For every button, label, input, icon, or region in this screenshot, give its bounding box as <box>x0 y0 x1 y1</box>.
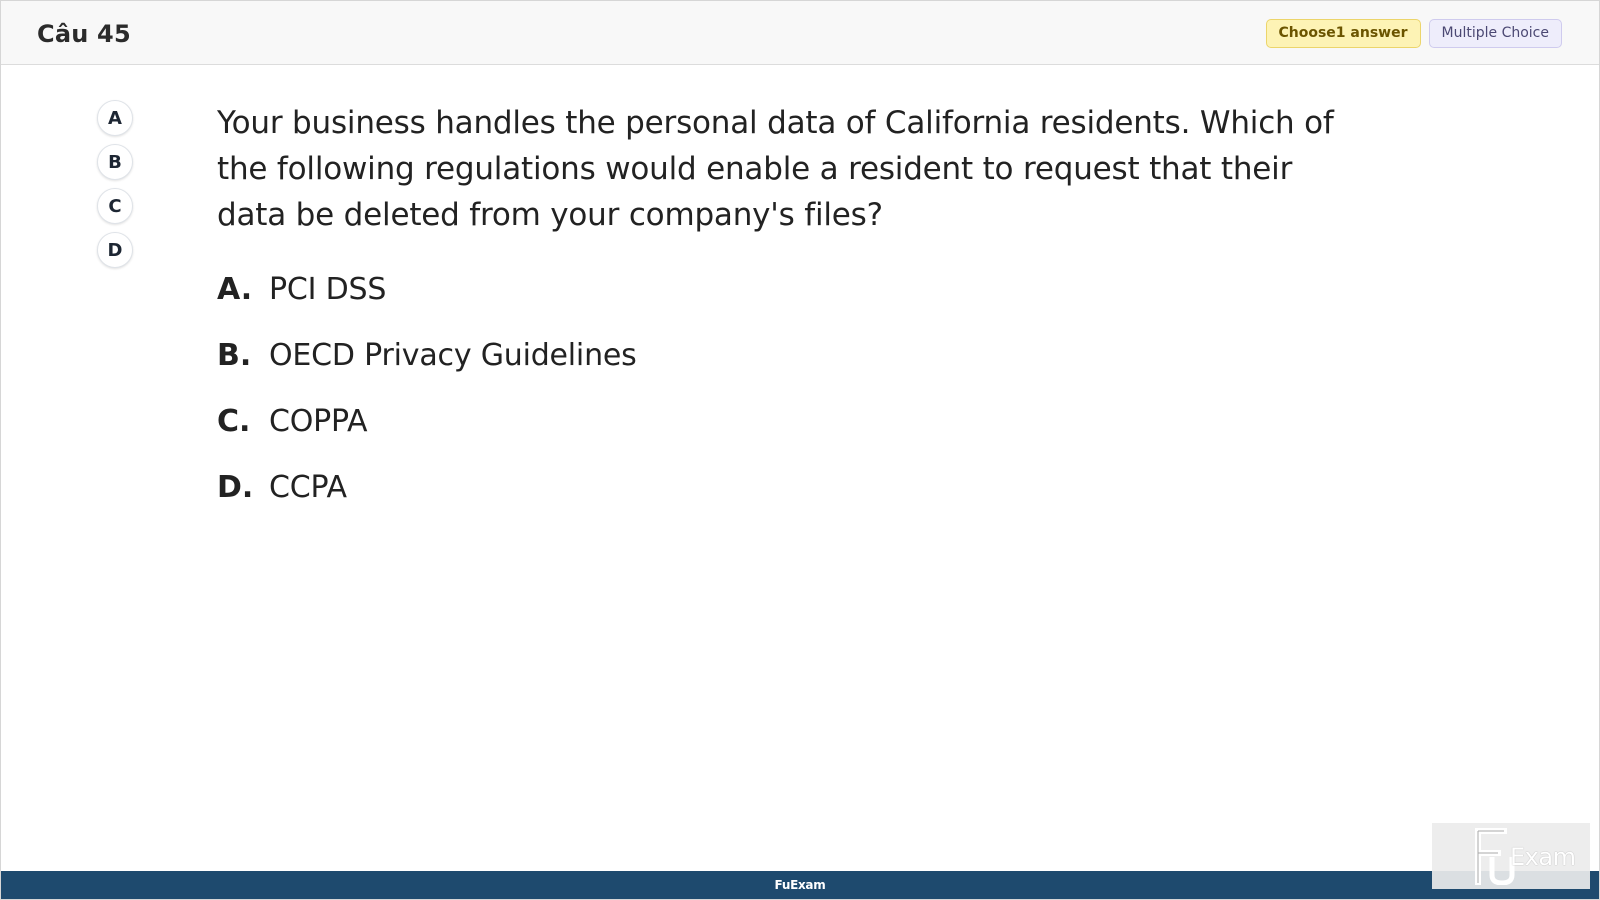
answer-select-c-button[interactable]: C <box>97 188 133 224</box>
footer-brand: FuExam <box>774 878 826 892</box>
answer-option-d[interactable] <box>217 454 637 520</box>
question-badges <box>1266 19 1563 48</box>
option-text: OECD Privacy Guidelines <box>269 337 637 373</box>
watermark-text: Exam <box>1510 843 1576 871</box>
answer-option-c[interactable] <box>217 388 637 454</box>
option-letter: B. <box>217 337 252 373</box>
answer-select-d-button[interactable]: D <box>97 232 133 268</box>
answer-option-a[interactable] <box>217 256 637 322</box>
question-type-badge: Multiple Choice <box>1429 19 1562 48</box>
question-header <box>1 1 1599 65</box>
choose-answer-badge: Choose1 answer <box>1266 19 1421 48</box>
option-letter: A. <box>217 271 253 307</box>
footer-bar <box>1 871 1599 899</box>
answer-option-b[interactable] <box>217 322 637 388</box>
question-text: Your business handles the personal data of California residents. Which of the following regulations would enable a resident to request that their data be deleted from your company's files? <box>217 105 1334 233</box>
question-number-title: Câu 45 <box>37 20 131 48</box>
option-text: PCI DSS <box>269 271 387 307</box>
fuexam-watermark <box>1432 823 1590 889</box>
answer-select-a-button[interactable]: A <box>97 100 133 136</box>
answer-select-b-button[interactable]: B <box>97 144 133 180</box>
option-text: COPPA <box>269 403 368 439</box>
option-letter: C. <box>217 403 251 439</box>
answer-options <box>217 256 637 520</box>
option-letter: D. <box>217 469 254 505</box>
answer-selector <box>97 100 133 268</box>
option-text: CCPA <box>269 469 347 505</box>
